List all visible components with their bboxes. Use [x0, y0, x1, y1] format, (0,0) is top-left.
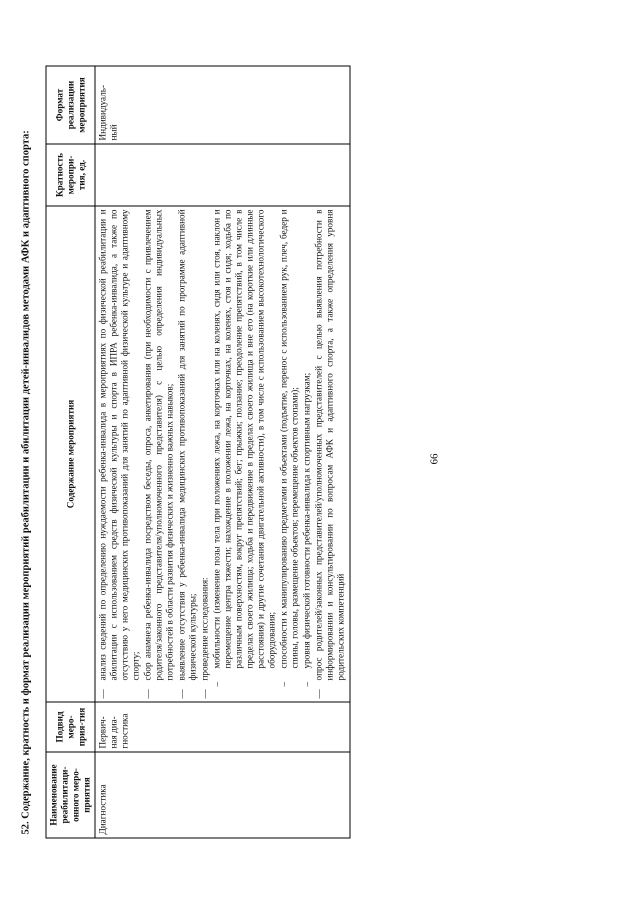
list-item	[143, 210, 176, 699]
header-subtype: Подвид меро-прия-тия	[46, 702, 95, 752]
cell-format: Индивидуаль-ный	[95, 66, 350, 144]
header-content: Содержание мероприятия	[46, 206, 95, 702]
list-item	[279, 210, 301, 687]
list-item-text: проведение исследования:	[199, 577, 210, 681]
list-item-text: опрос родителей/законных представителей/уполномоченных представителей с целью выявления потребности в информировании и консультировании по вопросам АФК и адаптивного спорта, а также определения уровня родительских компетенций	[313, 209, 346, 681]
list-item-dash: —	[199, 689, 210, 699]
list-item	[212, 210, 278, 687]
list-item-dash: –	[211, 681, 222, 687]
table-row	[95, 66, 350, 838]
list-item-text: мобильности (изменение позы тела при положениях лежа, на корточках или на коленях, сидя или стоя, наклон и перемещение центра тяжести; нахождение в положении лежа, на корточках, на коленях, стоя и сидя; ходьба по различным поверхностям, вокруг препятствий; бег; прыжки; ползание; преодоление препятствий, в том числе в пределах своего жилища; ходьба и передвижение в пределах своего жилища и вне его (на короткие или длинные расстояния) и другие сочетания двигательной активности), в том числе с использованием высокотехнологического оборудования;	[211, 209, 277, 669]
list-item-text: анализ сведений по определению нуждаемости ребенка-инвалида в мероприятиях по физической реабилитации и абилитации с использованием средств физической культуры и спорта в ИПРА ребенка-инвалида, а также по отсутствию у него медицинских противопоказаний для занятий по адаптивной физической культуре и адаптивному спорту;	[97, 209, 141, 681]
header-frequency: Кратность меропри-тия, ед.	[46, 144, 95, 206]
list-item-text: выявление отсутствия у ребенка-инвалида медицинских противопоказаний для занятий по программе адаптивной физической культуры;	[176, 209, 198, 681]
cell-subtype: Первич-ная диа-гностика	[95, 702, 350, 752]
rehabilitation-table	[46, 66, 351, 839]
list-item-dash: —	[313, 689, 324, 699]
rotated-landscape-content	[1, 0, 640, 905]
list-item-dash: –	[301, 681, 312, 687]
list-item-dash: —	[97, 689, 108, 699]
list-item-dash: —	[176, 689, 187, 699]
list-item	[302, 210, 313, 687]
list-item	[314, 210, 347, 699]
list-item-dash: –	[278, 681, 289, 687]
cell-content	[95, 206, 350, 702]
list-item	[177, 210, 199, 699]
list-item-text: способности к манипулированию предметами и объектами (подъятие, перенос с использованием рук, плеч, бедер и спины, головы, размещение объектов; перемещение объектов стопами);	[278, 209, 300, 669]
list-item-text: сбор анамнеза ребенка-инвалида посредством беседы, опроса, анкетирования (при необходимости с привлечением родителя/законного представителя/уполномоченного представителя) с целью определения индивидуальных потребностей в области развития физических и жизненно важных навыков;	[142, 209, 175, 681]
section-heading: 52. Содержание, кратность и формат реализации мероприятий реабилитации и абилитации детей-инвалидов методами АФК и адаптивного спорта:	[20, 130, 32, 835]
cell-name: Диагностика	[95, 752, 350, 838]
page-number: 66	[428, 453, 441, 465]
content-items-list	[98, 210, 347, 699]
cell-frequency	[95, 144, 350, 206]
list-item	[98, 210, 142, 699]
list-item-dash: —	[142, 689, 153, 699]
table-header-row	[46, 66, 95, 838]
header-name: Наименование реабилитаци-онного меро-приятия	[46, 752, 95, 838]
header-format: Формат реализации мероприятия	[46, 66, 95, 144]
list-item	[200, 210, 211, 699]
list-item-text: уровня физической готовности ребенка-инвалида к спортивным нагрузкам;	[301, 372, 312, 669]
